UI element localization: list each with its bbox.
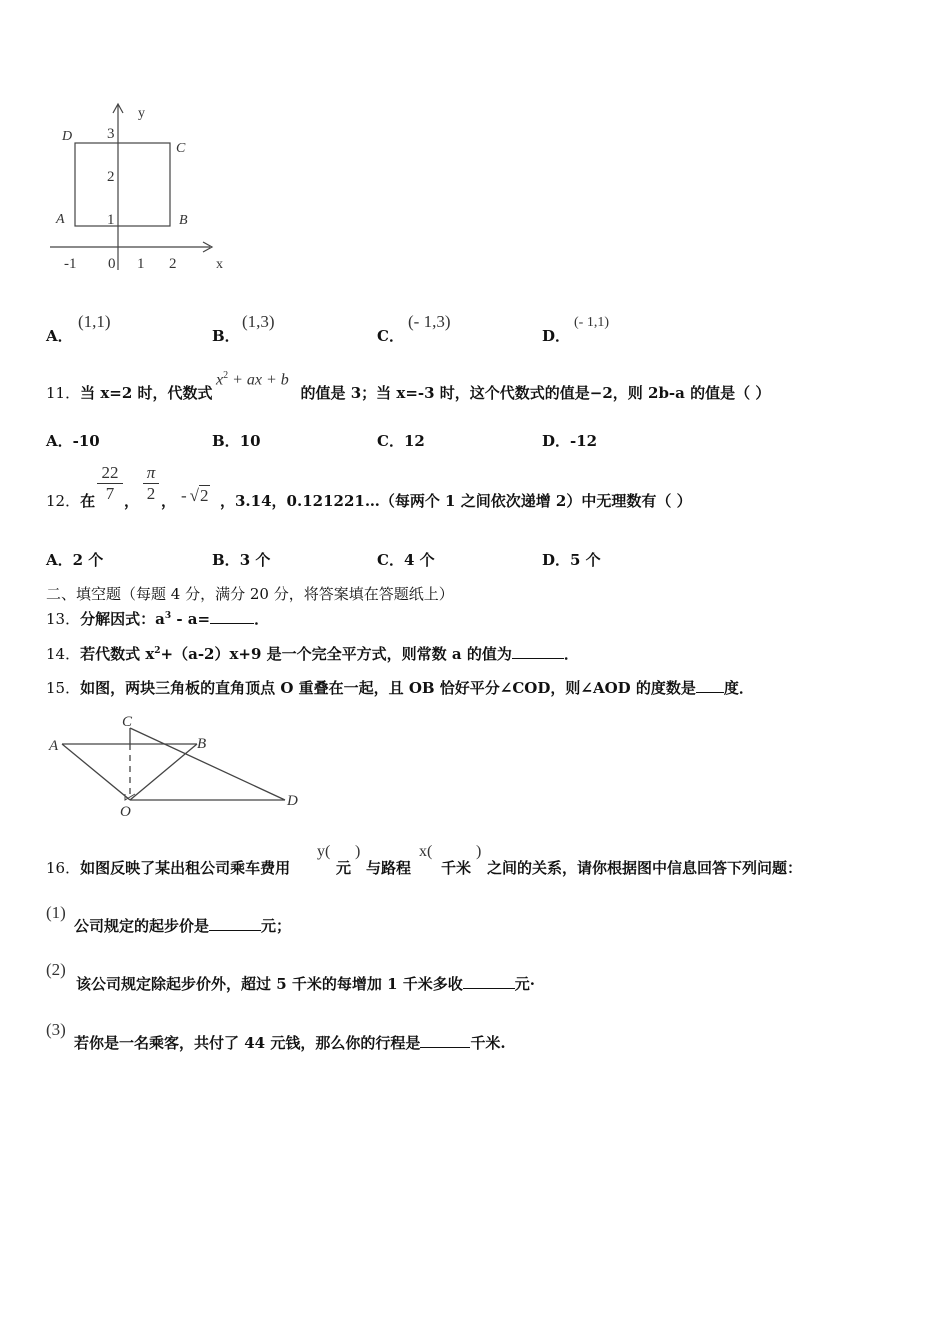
question-16-number: 16． [46, 859, 81, 877]
neg-sqrt-2 [181, 486, 210, 506]
xtick-2: 2 [169, 256, 177, 272]
sqrt-icon: √ [189, 486, 200, 505]
q12-option-d-label: D． [542, 551, 571, 569]
fig15-label-D: D [287, 793, 298, 809]
question-11-number: 11． [46, 384, 81, 402]
label-B: B [179, 213, 188, 228]
q10-option-a-label: A． [46, 327, 73, 345]
q16-part3 [74, 1032, 506, 1053]
frac2-numerator: π [146, 463, 156, 482]
line-BO [130, 744, 197, 800]
q10-option-a [46, 325, 73, 346]
q11-option-d [542, 430, 597, 451]
label-x: x [216, 257, 223, 272]
question-16 [46, 857, 290, 878]
q11-option-a-value: -10 [72, 432, 100, 450]
expr-sup: 2 [223, 370, 229, 381]
question-13-blank[interactable] [210, 609, 254, 624]
question-16-t2: 与路程 [366, 859, 412, 877]
q16-yuan: 元 [336, 859, 352, 877]
label-C: C [176, 141, 186, 156]
q12-option-c [377, 549, 435, 570]
question-14-tail: +（a-2）x+9 是一个完全平方式，则常数 a 的值为 [160, 645, 512, 663]
label-y: y [138, 106, 145, 121]
question-12-number-pre [46, 490, 95, 511]
question-11-expression [216, 370, 289, 389]
xtick-0: 0 [108, 256, 116, 272]
sqrt-arg: 2 [200, 486, 209, 505]
question-13-number: 13． [46, 610, 81, 628]
q16-close2: ) [476, 843, 482, 860]
square-ABCD [75, 143, 170, 226]
question-11-pre: 当 x=2 时，代数式 [80, 384, 213, 402]
q16-y-var: y( [317, 843, 331, 860]
ytick-2: 2 [107, 169, 115, 185]
xtick-neg1: -1 [64, 256, 77, 272]
q12-option-d-value: 5 个 [570, 551, 601, 569]
q10-option-c-label: C． [377, 327, 404, 345]
label-D: D [62, 129, 73, 144]
question-13 [46, 608, 269, 629]
question-14-end: ． [563, 645, 579, 663]
ytick-3: 3 [107, 126, 115, 142]
q12-option-b-label: B． [212, 551, 240, 569]
question-15-blank[interactable] [696, 678, 724, 693]
question-11-post: 的值是 3；当 x=-3 时，这个代数式的值是−2，则 2b-a 的值是（ ） [300, 384, 771, 402]
q11-option-d-label: D． [542, 432, 571, 450]
label-A: A [56, 212, 65, 227]
line-AO [62, 744, 130, 800]
question-15-text: 如图，两块三角板的直角顶点 O 重叠在一起，且 OB 恰好平分∠COD，则∠AOD 的度数是 [80, 679, 696, 697]
expr-x: x [216, 371, 224, 389]
q10-option-b-label: B． [212, 327, 240, 345]
question-12-number: 12． [46, 492, 81, 510]
q12-option-c-value: 4 个 [403, 551, 435, 569]
q12-option-a-label: A． [46, 551, 73, 569]
q10-option-d-label: D． [542, 327, 571, 345]
q12-option-b-value: 3 个 [239, 551, 271, 569]
fig15-label-C: C [122, 714, 133, 730]
question-15-number: 15． [46, 679, 81, 697]
fig15-label-B: B [197, 736, 207, 752]
question-14-blank[interactable] [512, 644, 564, 659]
triangle-boards-figure [45, 708, 315, 823]
q16-part1-post: 元； [261, 917, 292, 935]
question-13-end: ． [254, 610, 270, 628]
q11-option-d-value: -12 [570, 432, 598, 450]
fig15-label-O: O [120, 804, 131, 820]
q16-part3-number: (3) [46, 1020, 66, 1039]
q11-option-c-label: C． [377, 432, 404, 450]
q11-option-c-value: 12 [403, 432, 425, 450]
question-15 [46, 677, 754, 698]
q16-part3-pre: 若你是一名乘客，共付了 44 元钱，那么你的行程是 [74, 1034, 421, 1052]
q16-part1 [74, 915, 291, 936]
q10-option-d-value: (- 1,1) [574, 315, 609, 330]
question-15-end: 度． [723, 679, 754, 697]
question-16-t3: 之间的关系，请你根据图中信息回答下列问题： [487, 859, 803, 877]
question-13-tail: - a= [171, 610, 211, 628]
q16-part2-blank[interactable] [463, 974, 515, 989]
neg-sign: - [181, 486, 187, 505]
question-12-sep2: ， [161, 492, 177, 510]
coordinate-square-figure [45, 100, 245, 280]
frac2-denominator: 2 [143, 483, 159, 504]
q11-option-b-label: B． [212, 432, 240, 450]
ytick-1: 1 [107, 212, 115, 228]
fraction-22-over-7 [97, 463, 123, 504]
q16-part2 [76, 973, 535, 994]
question-12-post: ，3.14，0.121221…（每两个 1 之间依次递增 2）中无理数有（ ） [220, 492, 692, 510]
q10-option-c [377, 325, 404, 346]
question-12-pre: 在 [80, 492, 96, 510]
q16-part3-post: 千米. [470, 1034, 506, 1052]
question-14 [46, 643, 579, 664]
q11-option-c [377, 430, 425, 451]
q16-part2-number: (2) [46, 960, 66, 979]
question-13-sup: 3 [164, 611, 172, 621]
q12-option-d [542, 549, 601, 570]
q16-part1-number: (1) [46, 903, 66, 922]
xtick-1: 1 [137, 256, 145, 272]
fraction-pi-over-2 [143, 463, 159, 504]
q10-option-b-value: (1,3) [242, 312, 275, 331]
q10-option-d [542, 325, 570, 346]
question-16-t1: 如图反映了某出租公司乘车费用 [80, 859, 291, 877]
q16-part2-post: 元· [514, 975, 535, 993]
q11-option-a-label: A． [46, 432, 73, 450]
section-2-heading: 二、填空题（每题 4 分，满分 20 分，将答案填在答题纸上） [46, 585, 454, 603]
question-14-sup: 2 [154, 646, 161, 656]
q12-option-a [46, 549, 103, 570]
q16-x-var: x( [419, 843, 433, 860]
line-CD [130, 728, 285, 800]
fig15-label-A: A [49, 738, 59, 754]
question-13-text: 分解因式：a [80, 610, 165, 628]
frac1-numerator: 22 [101, 463, 119, 482]
q10-option-c-value: (- 1,3) [408, 312, 451, 331]
q16-close1: ) [355, 843, 361, 860]
q11-option-a [46, 430, 100, 451]
question-12-sep1: ， [124, 492, 140, 510]
question-11 [46, 382, 770, 403]
q10-option-a-value: (1,1) [78, 312, 111, 331]
q11-option-b-value: 10 [239, 432, 261, 450]
q16-part1-blank[interactable] [209, 916, 261, 931]
expr-rest: + ax + b [232, 371, 289, 389]
q12-option-b [212, 549, 270, 570]
question-14-number: 14． [46, 645, 81, 663]
q12-option-c-label: C． [377, 551, 404, 569]
q12-option-a-value: 2 个 [72, 551, 104, 569]
frac1-denominator: 7 [97, 483, 123, 504]
q16-part2-pre: 该公司规定除起步价外，超过 5 千米的每增加 1 千米多收 [76, 975, 463, 993]
q11-option-b [212, 430, 261, 451]
q16-km: 千米 [441, 859, 472, 877]
q16-part3-blank[interactable] [420, 1033, 470, 1048]
question-14-text: 若代数式 x [80, 645, 155, 663]
q16-part1-pre: 公司规定的起步价是 [74, 917, 210, 935]
q10-option-b [212, 325, 240, 346]
